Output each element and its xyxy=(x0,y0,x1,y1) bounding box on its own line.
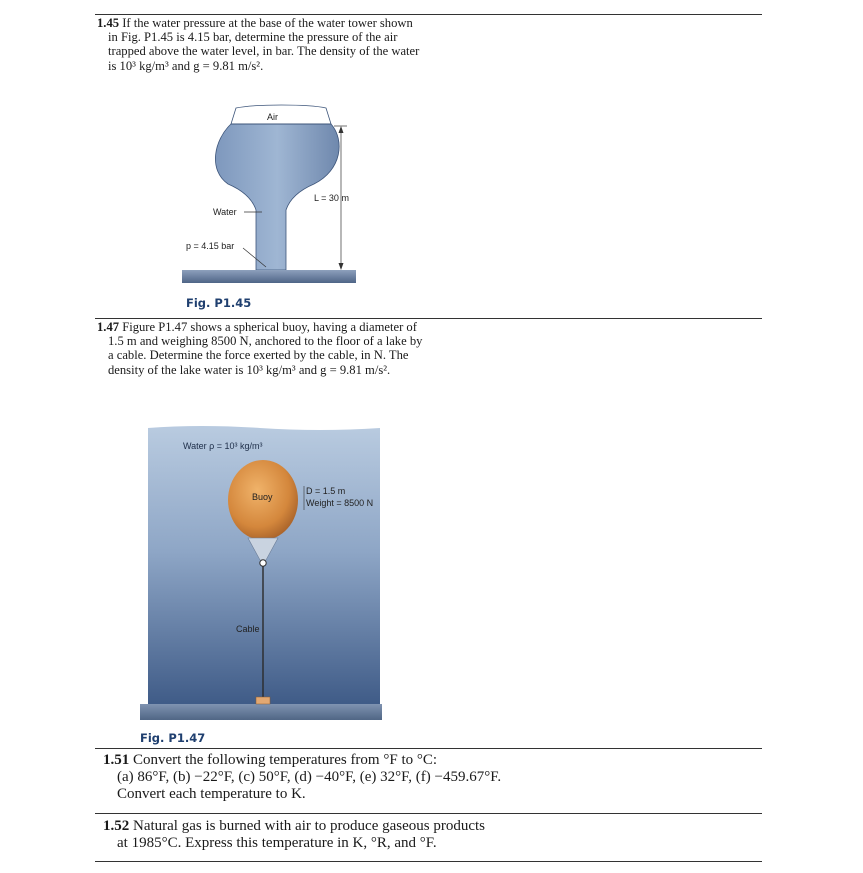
problem-number: 1.47 xyxy=(97,320,120,334)
pressure-label: p = 4.15 bar xyxy=(186,241,235,251)
bottom-rule xyxy=(95,861,762,862)
problem-1-52 xyxy=(103,818,533,852)
lake-floor xyxy=(140,704,382,720)
problem-line: a cable. Determine the force exerted by the cable, in N. The xyxy=(108,348,409,363)
length-label: L = 30 m xyxy=(314,193,349,203)
figure-caption-p1-47: Fig. P1.47 xyxy=(140,731,206,745)
dimension-arrow-top xyxy=(339,126,344,133)
section-rule xyxy=(95,318,762,319)
problem-line: 1.52 Natural gas is burned with air to produce gaseous products xyxy=(103,818,485,834)
problem-line: 1.47 Figure P1.47 shows a spherical buoy, having a diameter of xyxy=(97,320,417,334)
diameter-label: D = 1.5 m xyxy=(306,486,346,496)
lake-water-label: Water ρ = 10³ kg/m³ xyxy=(183,441,263,451)
problem-1-47 xyxy=(97,320,442,377)
cable-shackle xyxy=(260,560,266,566)
section-rule xyxy=(95,748,762,749)
problem-line: density of the lake water is 10³ kg/m³ and g = 9.81 m/s². xyxy=(108,362,391,377)
cable-label: Cable xyxy=(236,624,260,634)
problem-line: Convert each temperature to K. xyxy=(117,786,306,802)
weight-label: Weight = 8500 N xyxy=(306,498,374,508)
figure-p1-45 xyxy=(0,0,863,330)
buoy-label: Buoy xyxy=(252,492,273,502)
problem-line: trapped above the water level, in bar. The density of the water xyxy=(108,44,420,59)
problem-line: 1.51 Convert the following temperatures from °F to °C: xyxy=(103,752,438,768)
problem-number: 1.45 xyxy=(97,16,120,30)
problem-number: 1.52 xyxy=(103,818,130,834)
problem-line: 1.5 m and weighing 8500 N, anchored to the floor of a lake by xyxy=(108,334,423,349)
dimension-arrow-bottom xyxy=(339,263,344,270)
problem-line: in Fig. P1.45 is 4.15 bar, determine the pressure of the air xyxy=(108,30,398,45)
problem-line: at 1985°C. Express this temperature in K, °R, and °F. xyxy=(117,835,437,851)
section-rule xyxy=(95,813,762,814)
figure-caption-p1-45: Fig. P1.45 xyxy=(186,296,252,310)
problem-line: 1.45 If the water pressure at the base of the water tower shown xyxy=(97,16,413,30)
water-label: Water xyxy=(213,207,237,217)
tower-air-space xyxy=(231,105,331,124)
problem-line: (a) 86°F, (b) −22°F, (c) 50°F, (d) −40°F, (e) 32°F, (f) −459.67°F. xyxy=(117,769,502,785)
problem-1-51 xyxy=(103,752,533,803)
tower-ground xyxy=(182,270,356,283)
problem-line: is 10³ kg/m³ and g = 9.81 m/s². xyxy=(108,58,264,73)
air-label: Air xyxy=(267,112,278,122)
problem-number: 1.51 xyxy=(103,752,130,768)
anchor-block xyxy=(256,697,270,704)
figure-p1-47 xyxy=(0,400,863,730)
